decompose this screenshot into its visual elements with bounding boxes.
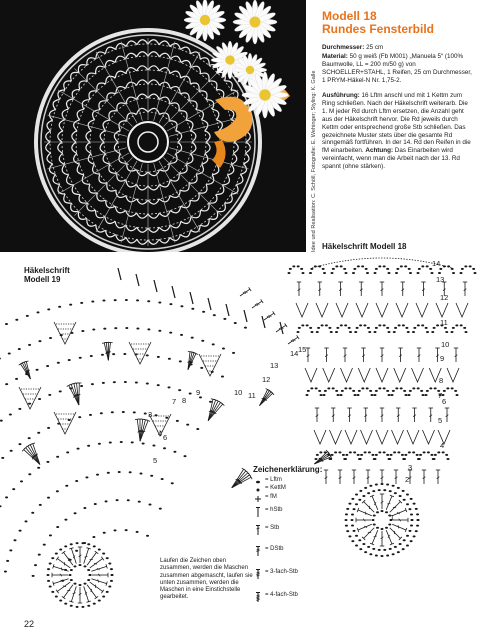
legend-label: = fM [265, 494, 277, 500]
model-subtitle: Rundes Fensterbild [322, 22, 435, 36]
round-label-18: 10 [441, 340, 450, 349]
round-label-19: 15 [298, 345, 307, 354]
diagram-19-heading-line2: Modell 19 [24, 275, 61, 284]
round-label-19: 12 [262, 375, 271, 384]
legend-label: = 3-fach-Stb [265, 569, 298, 575]
round-label-19: 14 [290, 349, 299, 358]
page-number: 22 [24, 619, 35, 629]
round-label-18: 6 [442, 397, 447, 406]
round-label-19: 7 [172, 397, 177, 406]
round-label-18: 9 [440, 354, 445, 363]
round-label-18: 13 [436, 275, 445, 284]
material-value: 50 g weiß (Fb M001) „Manuela 5“ (100% Baumwolle, LL = 200 m/50 g) von SCHOELLER+STAHL, 1 Reifen, 25 cm Durchmesser, 1 PRYM-Häkel-N Nr. 1,75-2. [322, 53, 472, 84]
round-label-19: 10 [234, 388, 243, 397]
legend-label: = 4-fach-Stb [265, 592, 298, 598]
round-label-19: 4 [158, 429, 163, 438]
crochet-chart-18 [288, 258, 477, 557]
photo-credit: Idee und Realisation: C. Schöll, Fotografie: E. Wehinger; Styling: K. Galle [311, 70, 317, 252]
legend-label: = hStb [265, 507, 283, 513]
instructions-label: Ausführung: [322, 92, 360, 99]
round-label-19: 13 [270, 361, 279, 370]
attention-value: Das Einarbeiten wird vereinfacht, wenn man die Arbeit nach der 13. Rd spannt (ohne stärken). [322, 147, 460, 171]
legend-label: = DStb [265, 546, 284, 552]
round-numbers-18 [390, 259, 449, 522]
round-label-19: 5 [153, 456, 158, 465]
round-label-18: 5 [438, 416, 443, 425]
diagram-18-heading: Häkelschrift Modell 18 [322, 242, 407, 251]
diameter-label: Durchmesser: [322, 44, 365, 51]
round-label-18: 1 [390, 513, 395, 522]
legend-label: = Lftm [265, 477, 282, 483]
sc-stitch-icon [254, 494, 264, 504]
legend-title: Zeichenerklärung: [253, 465, 323, 474]
round-label-19: 6 [163, 433, 168, 442]
attention-label: Achtung: [365, 147, 394, 155]
round-label-18: 11 [440, 318, 448, 327]
round-label-19: 11 [248, 391, 256, 400]
instructions-value: 16 Lftm anschl und mit 1 Kettm zum Ring schließen. Nach der Häkelschrift weiterarb. Die 1. M jeder Rd durch Lftm ersetzen, die Anzahl geht aus der Häkelschrift hervor. Die Rd jeweils durch Kettm oder entsprechend große Stb schließen. Das gezeichnete Muster stets über die gesamte Rd sinngemäß fortführen. In der 14. Rd den Reifen in die fM einarbeiten. [322, 92, 471, 155]
round-label-18: 4 [440, 441, 445, 450]
legend-label: = Stb [265, 525, 280, 531]
round-label-18: 2 [405, 475, 410, 484]
round-label-18: 14 [432, 259, 441, 268]
instructions-block [322, 92, 472, 171]
round-label-18: 3 [408, 463, 413, 472]
round-label-19: 3 [148, 410, 153, 419]
round-label-18: 12 [440, 293, 449, 302]
diameter-line [322, 44, 472, 52]
model-title: Modell 18 [322, 9, 377, 23]
material-label: Material: [322, 53, 348, 60]
diagram-19-heading-line1: Häkelschrift [24, 266, 70, 275]
tr-stitch-icon [254, 546, 264, 556]
hdc-stitch-icon [254, 507, 264, 517]
legend-label: = KettM [265, 485, 286, 491]
round-label-19: 9 [196, 388, 201, 397]
material-block [322, 53, 472, 85]
round-numbers-19 [148, 345, 306, 465]
round-label-19: 8 [182, 396, 187, 405]
diameter-value: 25 cm [366, 44, 384, 51]
doily-photo [0, 0, 306, 252]
dc-stitch-icon [254, 525, 264, 535]
round-label-18: 7 [438, 391, 443, 400]
round-label-18: 8 [439, 376, 444, 385]
legend-note: Laufen die Zeichen oben zusammen, werden die Maschen zusammen abgemascht, laufen sie unten zusammen, werden die Maschen in eine Einstichstelle gearbeitet. [160, 558, 253, 601]
